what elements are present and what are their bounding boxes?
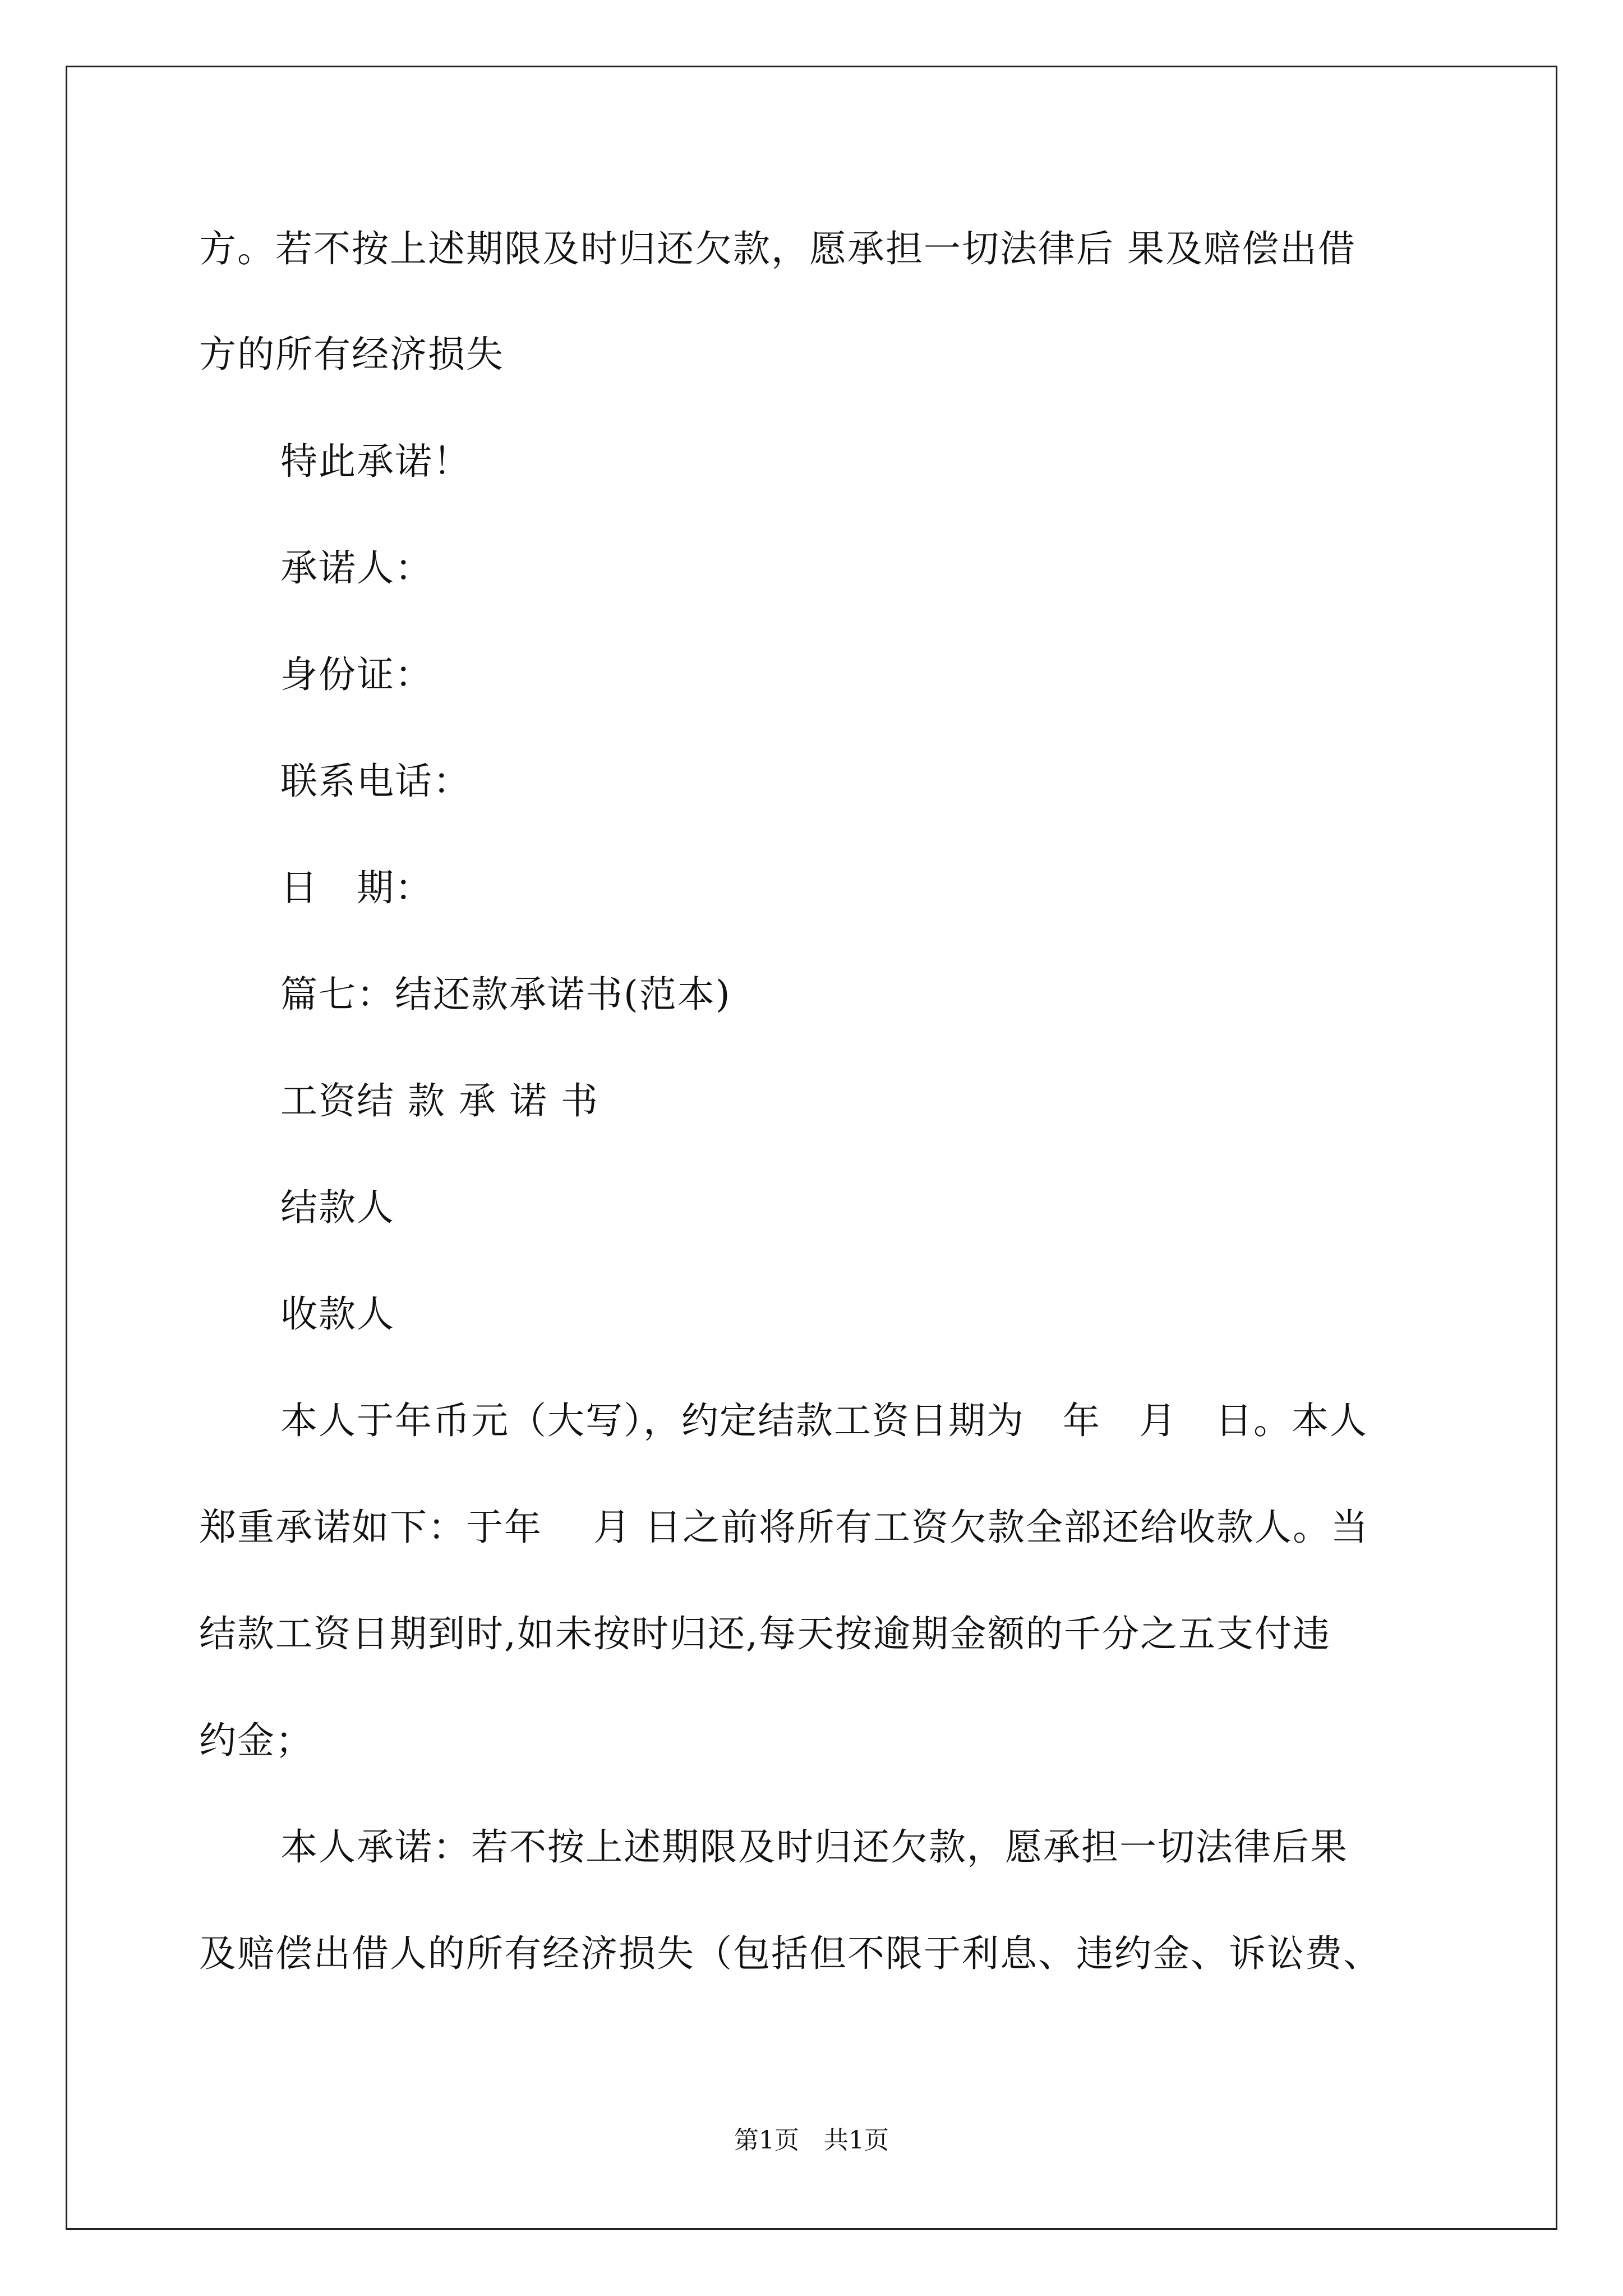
body-line-1: 方。若不按上述期限及时归还欠款，愿承担一切法律后 果及赔偿出借 bbox=[199, 227, 1356, 270]
body-line-17: 及赔偿出借人的所有经济损失（包括但不限于利息、违约金、诉讼费、 bbox=[199, 1932, 1381, 1975]
body-line-4: 承诺人： bbox=[280, 546, 433, 590]
body-line-5: 身份证： bbox=[280, 653, 433, 696]
body-line-2: 方的所有经济损失 bbox=[199, 333, 504, 376]
body-line-14: 结款工资日期到时,如未按时归还,每天按逾期金额的千分之五支付违 bbox=[199, 1612, 1331, 1655]
body-line-16: 本人承诺：若不按上述期限及时归还欠款，愿承担一切法律后果 bbox=[280, 1825, 1348, 1869]
body-line-12: 本人于年币元（大写），约定结款工资日期为 年 月 日。本人 bbox=[280, 1399, 1368, 1442]
body-line-15: 约金； bbox=[199, 1719, 313, 1762]
body-line-7: 日 期： bbox=[280, 866, 433, 909]
body-line-3: 特此承诺！ bbox=[280, 440, 471, 483]
body-line-10: 结款人 bbox=[280, 1186, 395, 1229]
section-heading: 篇七：结还款承诺书(范本) bbox=[280, 973, 731, 1016]
body-line-11: 收款人 bbox=[280, 1292, 395, 1336]
page-border bbox=[66, 66, 1557, 2230]
body-line-13: 郑重承诺如下：于年 月 日之前将所有工资欠款全部还给收款人。当 bbox=[199, 1506, 1369, 1549]
page-footer: 第1页 共1页 bbox=[734, 2126, 889, 2155]
body-line-6: 联系电话： bbox=[280, 760, 471, 803]
document-title: 工资结 款 承 诺 书 bbox=[280, 1079, 599, 1122]
